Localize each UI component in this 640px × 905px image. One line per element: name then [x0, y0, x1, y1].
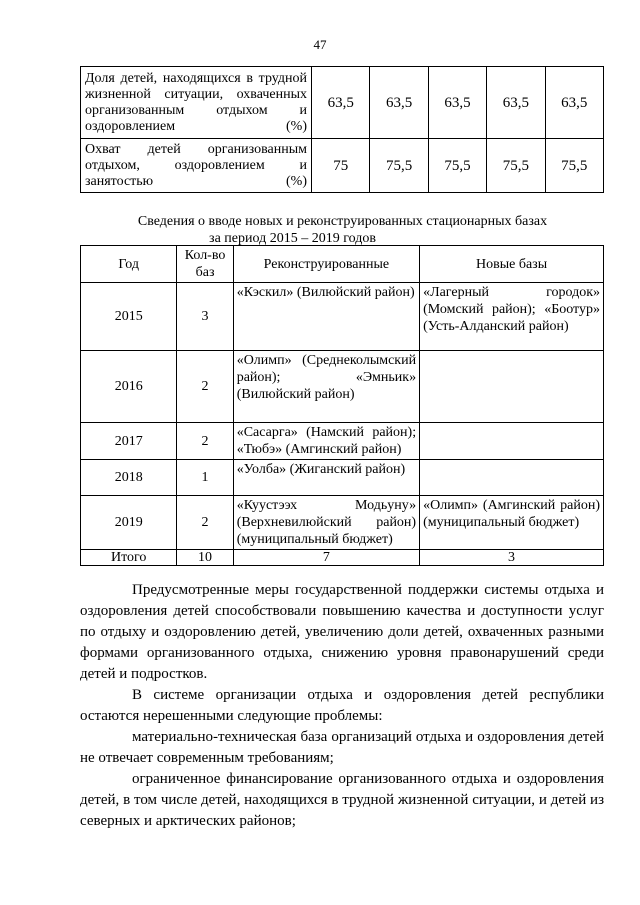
header-reconstructed: Реконструированные [233, 246, 419, 283]
body-text [80, 580, 604, 832]
header-year: Год [81, 246, 177, 283]
total-reconstructed: 7 [233, 550, 419, 566]
count-cell: 2 [177, 351, 233, 423]
page-number: 47 [313, 37, 327, 52]
indicator-label: Доля детей, находящихся в трудной жизненной ситуации, охваченных организованным отдыхом и оздоровлением (%) [81, 67, 312, 139]
new-cell [420, 423, 604, 460]
total-label: Итого [81, 550, 177, 566]
indicator-value: 63,5 [428, 67, 486, 139]
indicator-value: 63,5 [312, 67, 370, 139]
year-cell: 2016 [81, 351, 177, 423]
indicator-value: 75,5 [545, 139, 603, 193]
count-cell: 3 [177, 283, 233, 351]
total-count: 10 [177, 550, 233, 566]
indicator-value: 75,5 [487, 139, 545, 193]
indicator-value: 75 [312, 139, 370, 193]
total-row [81, 550, 604, 566]
new-cell [420, 460, 604, 496]
table-row [81, 67, 604, 139]
reconstructed-cell: «Сасарга» (Намский район); «Тюбэ» (Амгинский район) [233, 423, 419, 460]
indicator-table [80, 66, 604, 193]
new-cell: «Олимп» (Амгинский район) (муниципальный бюджет) [420, 496, 604, 550]
header-new: Новые базы [420, 246, 604, 283]
year-cell: 2018 [81, 460, 177, 496]
reconstructed-cell: «Куустээх Модьуну» (Верхневилюйский район) (муниципальный бюджет) [233, 496, 419, 550]
header-count: Кол-во баз [177, 246, 233, 283]
year-cell: 2015 [81, 283, 177, 351]
year-cell: 2019 [81, 496, 177, 550]
total-new: 3 [420, 550, 604, 566]
table-row [81, 351, 604, 423]
table-row [81, 283, 604, 351]
reconstructed-cell: «Уолба» (Жиганский район) [233, 460, 419, 496]
count-cell: 1 [177, 460, 233, 496]
reconstructed-cell: «Олимп» (Среднеколымский район); «Эмньик» (Вилюйский район) [233, 351, 419, 423]
bases-table-caption [0, 213, 640, 247]
count-cell: 2 [177, 496, 233, 550]
table-header-row [81, 246, 604, 283]
new-cell [420, 351, 604, 423]
table-row [81, 496, 604, 550]
indicator-value: 75,5 [370, 139, 428, 193]
table-row [81, 423, 604, 460]
reconstructed-cell: «Кэскил» (Вилюйский район) [233, 283, 419, 351]
indicator-value: 63,5 [545, 67, 603, 139]
count-cell: 2 [177, 423, 233, 460]
caption-line: за период 2015 – 2019 годов [209, 231, 376, 246]
year-cell: 2017 [81, 423, 177, 460]
table-row [81, 460, 604, 496]
bases-table [80, 245, 604, 566]
indicator-value: 75,5 [428, 139, 486, 193]
paragraph: В системе организации отдыха и оздоровления детей республики остаются нерешенными следующие проблемы: [80, 687, 604, 724]
paragraph: ограниченное финансирование организованного отдыха и оздоровления детей, в том числе детей, находящихся в трудной жизненной ситуации, и детей из северных и арктических районов; [80, 771, 604, 829]
paragraph: Предусмотренные меры государственной поддержки системы отдыха и оздоровления детей способствовали повышению качества и доступности услуг по отдыху и оздоровлению детей, увеличению доли детей, охваченных разными формами организованного отдыха, снижению уровня правонарушений среди детей и подростков. [80, 582, 604, 682]
new-cell: «Лагерный городок» (Момский район); «Боотур» (Усть-Алданский район) [420, 283, 604, 351]
indicator-label: Охват детей организованным отдыхом, оздоровлением и занятостью (%) [81, 139, 312, 193]
caption-line: Сведения о вводе новых и реконструированных стационарных базах [137, 214, 548, 229]
indicator-value: 63,5 [487, 67, 545, 139]
paragraph: материально-техническая база организаций отдыха и оздоровления детей не отвечает современным требованиям; [80, 729, 604, 766]
table-row [81, 139, 604, 193]
indicator-value: 63,5 [370, 67, 428, 139]
